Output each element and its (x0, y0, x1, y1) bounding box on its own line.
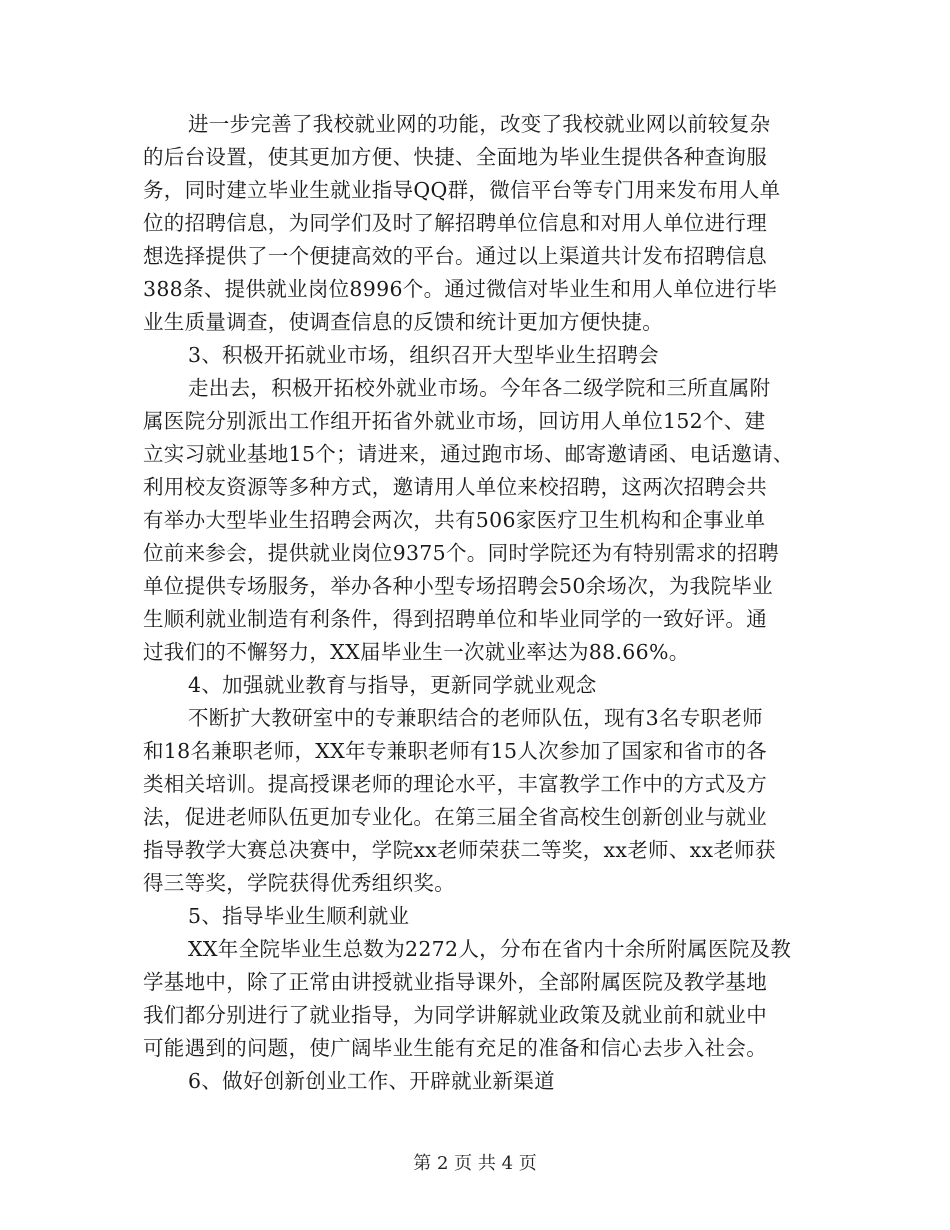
paragraph-line: 想选择提供了一个便捷高效的平台。通过以上渠道共计发布招聘信息 (143, 244, 767, 268)
paragraph-line: 不断扩大教研室中的专兼职结合的老师队伍，现有3名专职老师 (188, 706, 763, 730)
paragraph-line: 得三等奖，学院获得优秀组织奖。 (143, 871, 455, 895)
paragraph-line: 立实习就业基地15个；请进来，通过跑市场、邮寄邀请函、电话邀请、 (143, 442, 794, 466)
paragraph-line: 388条、提供就业岗位8996个。通过微信对毕业生和用人单位进行毕 (143, 277, 778, 301)
paragraph-line: 和18名兼职老师，XX年专兼职老师有15人次参加了国家和省市的各 (143, 739, 767, 763)
section-heading: 3、积极开拓就业市场，组织召开大型毕业生招聘会 (188, 343, 659, 367)
paragraph-line: XX年全院毕业生总数为2272人，分布在省内十余所附属医院及教 (188, 937, 792, 961)
paragraph-line: 可能遇到的问题，使广阔毕业生能有充足的准备和信心去步入社会。 (143, 1036, 767, 1060)
paragraph-line: 学基地中，除了正常由讲授就业指导课外，全部附属医院及教学基地 (143, 970, 767, 994)
paragraph-line: 我们都分别进行了就业指导，为同学讲解就业政策及就业前和就业中 (143, 1003, 767, 1027)
paragraph-line: 位的招聘信息，为同学们及时了解招聘单位信息和对用人单位进行理 (143, 211, 767, 235)
paragraph-line: 单位提供专场服务，举办各种小型专场招聘会50余场次，为我院毕业 (143, 574, 773, 598)
paragraph-line: 法，促进老师队伍更加专业化。在第三届全省高校生创新创业与就业 (143, 805, 767, 829)
section-heading: 5、指导毕业生顺利就业 (188, 904, 410, 928)
paragraph-line: 位前来参会，提供就业岗位9375个。同时学院还为有特别需求的招聘 (143, 541, 779, 565)
section-heading: 6、做好创新创业工作、开辟就业新渠道 (188, 1069, 555, 1093)
paragraph-line: 走出去，积极开拓校外就业市场。今年各二级学院和三所直属附 (188, 376, 771, 400)
paragraph-line: 务，同时建立毕业生就业指导QQ群，微信平台等专门用来发布用人单 (143, 178, 781, 202)
paragraph-line: 过我们的不懈努力，XX届毕业生一次就业率达为88.66%。 (143, 640, 690, 664)
paragraph-line: 属医院分别派出工作组开拓省外就业市场，回访用人单位152个、建 (143, 409, 766, 433)
paragraph-line: 业生质量调查，使调查信息的反馈和统计更加方便快捷。 (143, 310, 663, 334)
paragraph-line: 有举办大型毕业生招聘会两次，共有506家医疗卫生机构和企事业单 (143, 508, 766, 532)
paragraph-line: 生顺利就业制造有利条件，得到招聘单位和毕业同学的一致好评。通 (143, 607, 767, 631)
paragraph-line: 利用校友资源等多种方式，邀请用人单位来校招聘，这两次招聘会共 (143, 475, 767, 499)
paragraph-line: 的后台设置，使其更加方便、快捷、全面地为毕业生提供各种查询服 (143, 145, 767, 169)
section-heading: 4、加强就业教育与指导，更新同学就业观念 (188, 673, 597, 697)
paragraph-line: 指导教学大赛总决赛中，学院xx老师荣获二等奖，xx老师、xx老师获 (143, 838, 776, 862)
page-number-footer: 第 2 页 共 4 页 (413, 1153, 537, 1174)
paragraph-line: 类相关培训。提高授课老师的理论水平，丰富教学工作中的方式及方 (143, 772, 767, 796)
paragraph-line: 进一步完善了我校就业网的功能，改变了我校就业网以前较复杂 (188, 112, 771, 136)
